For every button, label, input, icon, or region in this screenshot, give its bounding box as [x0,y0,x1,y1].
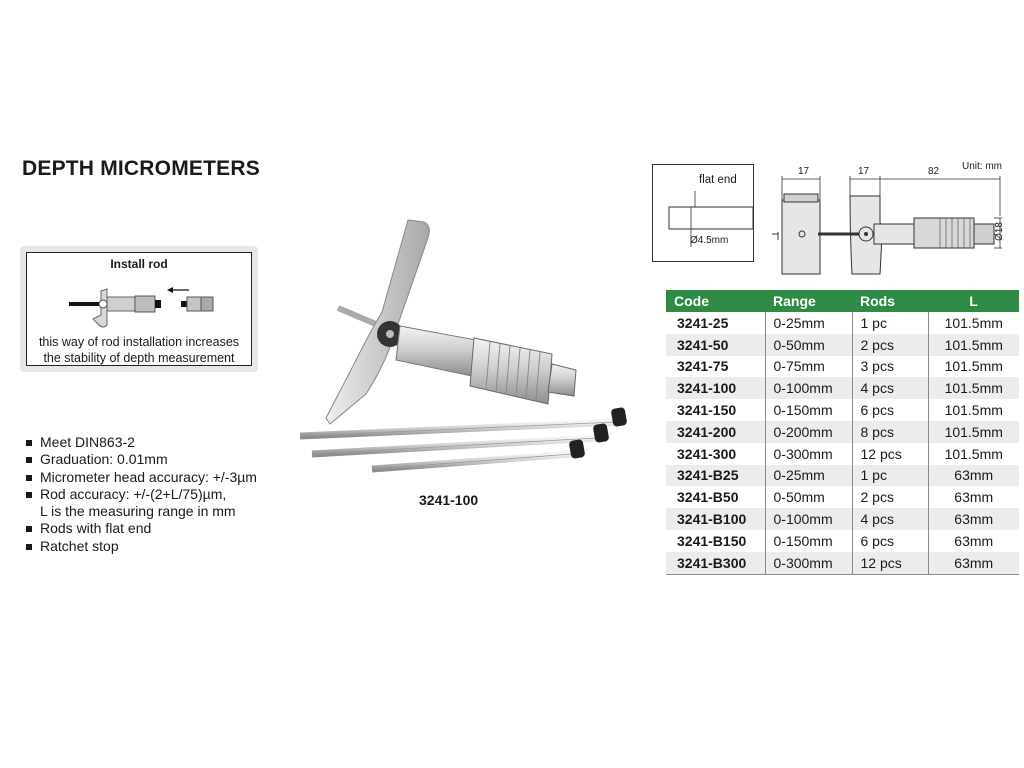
cell-rods: 12 pcs [852,552,928,574]
cell-range: 0-50mm [765,334,852,356]
dimension-17-front: 17 [858,166,870,177]
cell-code: 3241-B150 [677,532,747,549]
table-row [666,312,1019,334]
cell-code: 3241-200 [666,421,765,443]
cell-code: 3241-B100 [666,508,765,530]
cell-l: 63mm [928,530,1019,552]
cell-l: 63mm [928,552,1019,574]
cell-code: 3241-300 [677,445,737,462]
table-row [666,356,1019,378]
cell-code: 3241-100 [666,377,765,399]
table-row [666,443,1019,465]
page-title: DEPTH MICROMETERS [22,157,260,180]
cell-l: 101.5mm [928,334,1019,356]
cell-l: 101.5mm [928,421,1019,443]
feature-item: Meet DIN863-2 [25,434,257,451]
install-note-line2: the stability of depth measurement [43,350,235,365]
table-row [666,552,1019,574]
install-rod-panel [20,246,258,372]
cell-code: 3241-25 [677,314,729,331]
cell-range: 0-25mm [765,312,852,334]
table-row [666,377,1019,399]
cell-l: 101.5mm [928,312,1019,334]
cell-range: 0-300mm [765,552,852,574]
cell-l: 63mm [928,486,1019,508]
cell-code: 3241-B300 [666,552,765,574]
cell-l: 63mm [928,508,1019,530]
product-model-label: 3241-100 [419,492,479,508]
specification-table [666,290,1019,575]
rod-diameter-label: Ø4.5mm [690,235,729,246]
cell-l: 63mm [928,465,1019,487]
cell-range: 0-300mm [765,443,852,465]
table-row [666,508,1019,530]
cell-rods: 6 pcs [852,530,928,552]
feature-item: Rods with flat end [25,520,257,537]
dimension-diameter-18: Ø18 [994,222,1005,241]
table-row [666,334,1019,356]
install-rod-note [27,335,251,366]
cell-rods: 1 pc [852,312,928,334]
cell-range: 0-150mm [765,530,852,552]
feature-item: Rod accuracy: +/-(2+L/75)µm, [25,486,257,503]
cell-rods: 4 pcs [852,508,928,530]
cell-range: 0-150mm [765,399,852,421]
cell-code: 3241-B25 [666,465,765,487]
cell-rods: 2 pcs [852,486,928,508]
header-l: L [928,290,1019,312]
cell-l: 101.5mm [928,377,1019,399]
cell-range: 0-75mm [765,356,852,378]
install-rod-illustration [63,275,223,333]
cell-code: 3241-B50 [677,489,739,506]
dimension-drawing [770,166,1015,278]
cell-rods: 4 pcs [852,377,928,399]
cell-rods: 8 pcs [852,421,928,443]
cell-code: 3241-75 [677,358,729,375]
table-row [666,465,1019,487]
cell-code: 3241-50 [666,334,765,356]
cell-rods: 1 pc [852,465,928,487]
cell-rods: 2 pcs [852,334,928,356]
cell-l: 101.5mm [928,443,1019,465]
depth-micrometer-image [290,214,640,484]
install-note-line1: this way of rod installation increases [38,335,240,349]
cell-range: 0-25mm [765,465,852,487]
cell-rods: 6 pcs [852,399,928,421]
header-range: Range [765,290,852,312]
cell-range: 0-100mm [765,377,852,399]
feature-item-continuation: L is the measuring range in mm [40,503,236,520]
dimension-82: 82 [928,166,940,177]
feature-item: Graduation: 0.01mm [25,451,257,468]
flat-end-detail [652,164,754,262]
header-code: Code [666,290,765,312]
table-row [666,421,1019,443]
table-row [666,530,1019,552]
flat-end-label: flat end [699,174,737,186]
cell-l: 101.5mm [928,399,1019,421]
cell-rods: 12 pcs [852,443,928,465]
install-rod-frame [26,252,252,366]
header-rods: Rods [852,290,928,312]
cell-l: 101.5mm [928,356,1019,378]
table-header-row [666,290,1019,312]
cell-range: 0-50mm [765,486,852,508]
table-row [666,486,1019,508]
cell-range: 0-200mm [765,421,852,443]
feature-item: Micrometer head accuracy: +/-3µm [25,469,257,486]
dimension-17-base: 17 [798,166,810,177]
flat-end-drawing [653,165,753,261]
cell-rods: 3 pcs [852,356,928,378]
install-rod-title: Install rod [110,257,168,271]
feature-item: Ratchet stop [25,538,257,555]
cell-code: 3241-150 [677,402,737,419]
cell-range: 0-100mm [765,508,852,530]
table-row [666,399,1019,421]
feature-list [25,434,257,555]
unit-label: Unit: mm [962,161,1002,172]
